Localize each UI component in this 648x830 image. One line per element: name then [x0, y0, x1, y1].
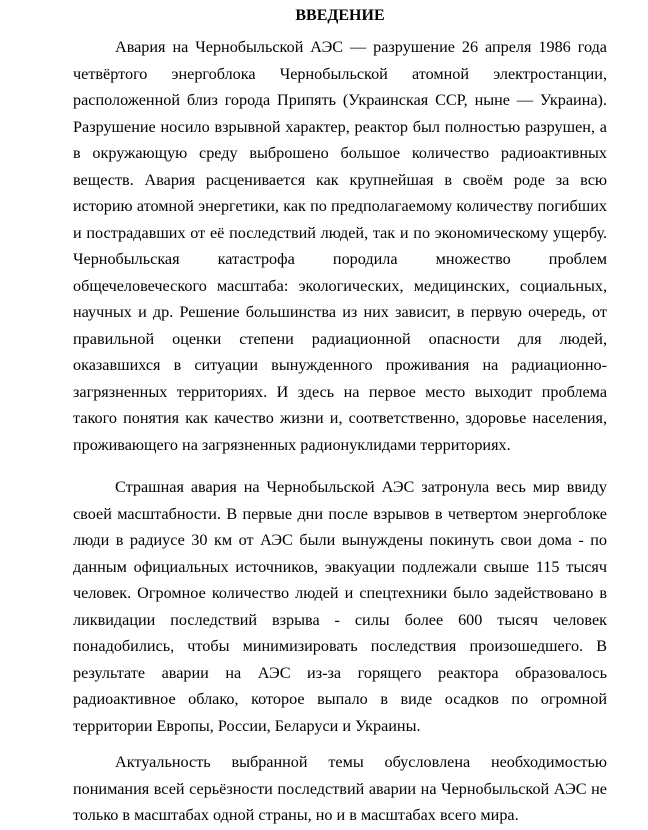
page-title: ВВЕДЕНИЕ — [295, 7, 385, 24]
paragraph-scale-and-evacuation: Страшная авария на Чернобыльской АЭС затронула весь мир ввиду своей масштабности. В первые дни после взрывов в четвертом энергоблоке люди в радиусе 30 км от АЭС были вынуждены покинуть свои дома - по данным официальных источников, эвакуации подлежали свыше 115 тысяч человек. Огромное количество людей и спецтехники было задействовано в ликвидации последствий взрыва - силы более 600 тысяч человек понадобились, чтобы минимизировать последствия произошедшего. В результате аварии на АЭС из-за горящего реактора образовалось радиоактивное облако, которое выпало в виде осадков по огромной территории Европы, России, Беларуси и Украины. — [73, 478, 607, 735]
paragraph-accident-overview: Авария на Чернобыльской АЭС — разрушение 26 апреля 1986 года четвёртого энергоблока Чернобыльской атомной электростанции, расположенной близ города Припять (Украинская ССР, ныне — Украина). Разрушение носило взрывной характер, реактор был полностью разрушен, а в окружающую среду выброшено большое количество радиоактивных веществ. Авария расценивается как крупнейшая в своём роде за всю историю атомной энергетики, как по предполагаемому количеству погибших и пострадавших от её последствий людей, так и по экономическому ущербу. Чернобыльская катастрофа породила множество проблем общечеловеческого масштаба: экологических, медицинских, социальных, научных и др. Решение большинства из них зависит, в первую очередь, от правильной оценки степени радиационной опасности для людей, оказавшихся в ситуации вынужденного проживания на радиационно-загрязненных территориях. И здесь на первое место выходит проблема такого понятия как качество жизни и, соответственно, здоровье населения, проживающего на загрязненных радионуклидами территориях. — [73, 38, 607, 454]
paragraph-topic-relevance: Актуальность выбранной темы обусловлена необходимостью понимания всей серьёзности последствий аварии на Чернобыльской АЭС не только в масштабах одной страны, но и в масштабах всего мира. — [73, 753, 607, 824]
